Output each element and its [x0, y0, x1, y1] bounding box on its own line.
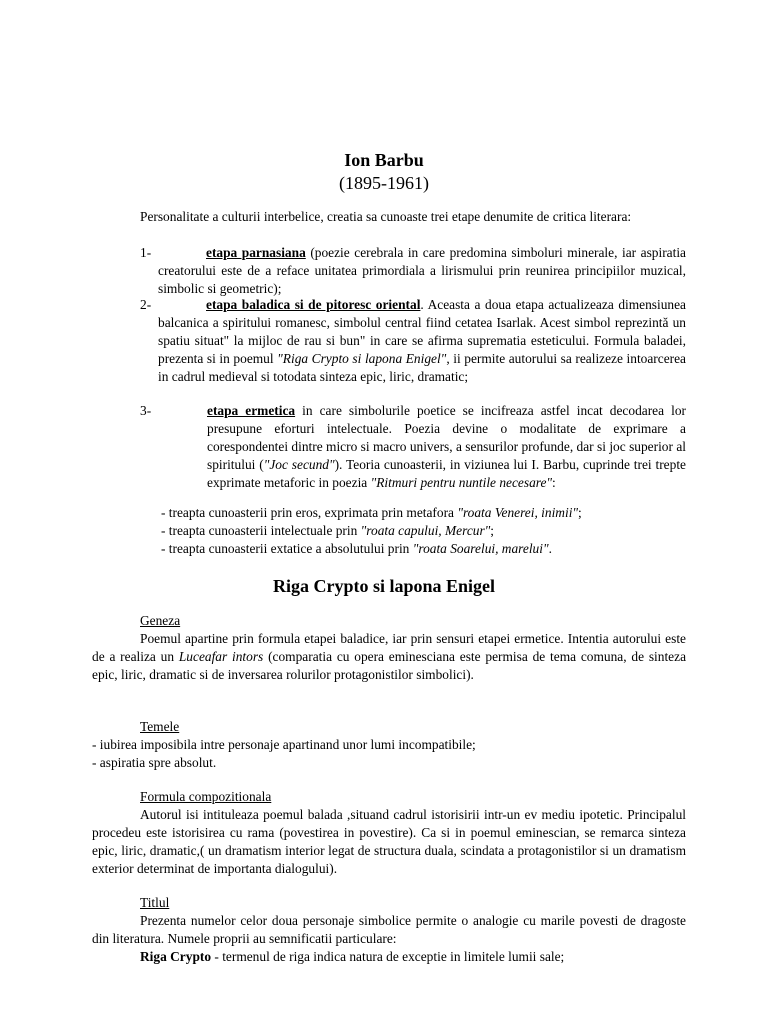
step-line-2: [161, 522, 681, 540]
stage-number: 1-: [140, 245, 152, 260]
step-end: ;: [490, 523, 495, 538]
step-end: .: [548, 541, 552, 556]
stage-text: . Aceasta a doua etapa actualizeaza dimensiunea balcanica a spiritului romanesc, simbolul central fiind cetatea Isarlak. Acest simbol reprezintă un spatiu situat" la mijloc de rau si bun" in care se afirma suprematia esteticului. Formula baladei, prezenta si in poemul: [158, 297, 686, 366]
step-line-3: [161, 540, 681, 558]
author-years: (1895-1961): [339, 173, 429, 193]
theme-line-2: - aspiratia spre absolut.: [92, 755, 217, 770]
intro-paragraph: Personalitate a culturii interbelice, creatia sa cunoaste trei etape denumite de critica literara:: [140, 209, 632, 224]
section-heading-temele: Temele: [140, 719, 180, 734]
stage-text: ). Teoria cunoasterii, in viziunea lui I. Barbu, cuprinde trei trepte exprimate metaforic in poezia: [207, 457, 686, 490]
stage-quote: "Joc secund": [263, 457, 335, 472]
section-heading-titlul: Titlul: [140, 895, 170, 910]
step-text: - treapta cunoasterii extatice a absolutului prin: [161, 541, 413, 556]
step-text: - treapta cunoasterii intelectuale prin: [161, 523, 361, 538]
section-heading-formula: Formula compozitionala: [140, 789, 272, 804]
term-text: - termenul de riga indica natura de exceptie in limitele lumii sale;: [211, 949, 565, 964]
stage-name: etapa ermetica: [207, 403, 296, 418]
theme-line-1: - iubirea imposibila intre personaje apartinand unor lumi incompatibile;: [92, 737, 476, 752]
step-quote: "roata Soarelui, marelui": [412, 541, 549, 556]
poem-title: Riga Crypto si lapona Enigel: [272, 576, 496, 596]
stage-quote: "Riga Crypto si lapona Enigel": [277, 351, 447, 366]
stage-text: , ii permite autorului sa realizeze intoarcerea in cadrul medieval si totodata sinteza epic, liric, dramatic;: [158, 351, 686, 384]
step-end: ;: [578, 505, 582, 520]
step-quote: "roata Venerei, inimii": [457, 505, 579, 520]
author-title: Ion Barbu: [344, 150, 424, 170]
geneza-paragraph: [92, 630, 686, 684]
geneza-text: (comparatia cu opera eminesciana este permisa de tema comuna, de sinteza epic, liric, dramatic si de inversarea rolurilor protagonistilor simbolici).: [92, 649, 687, 682]
stage-item-1: [92, 244, 686, 298]
titlul-paragraph: Prezenta numelor celor doua personaje simbolice permite o analogie cu marile povesti de dragoste din literatura. Numele proprii au semnificatii particulare:: [92, 913, 686, 946]
term-name: Riga Crypto: [140, 949, 212, 964]
stage-quote: "Ritmuri pentru nuntile necesare": [370, 475, 553, 490]
stage-number: 2-: [140, 297, 152, 312]
geneza-text: Poemul apartine prin formula etapei baladice, iar prin sensuri etapei ermetice. Intentia autorului este de a realiza un: [92, 631, 686, 664]
step-text: - treapta cunoasterii prin eros, exprimata prin metafora: [161, 505, 458, 520]
stage-item-3: [92, 402, 686, 492]
riga-crypto-line: [92, 948, 686, 966]
geneza-italic: Luceafar intors: [178, 649, 264, 664]
stage-number: 3-: [140, 403, 152, 418]
section-heading-geneza: Geneza: [140, 613, 181, 628]
stage-name: etapa parnasiana: [206, 245, 306, 260]
stage-name: etapa baladica si de pitoresc oriental: [206, 297, 421, 312]
step-line-1: [161, 504, 681, 522]
stage-text: (poezie cerebrala in care predomina simboluri minerale, iar aspiratia creatorului este de a reface unitatea primordiala a lirismului prin reunirea principiilor muzical, simbolic si geometric);: [158, 245, 686, 296]
formula-paragraph: Autorul isi intituleaza poemul balada ,situand cadrul istorisirii intr-un ev mediu ipotetic. Principalul procedeu este istorisirea cu rama (povestirea in povestire). Ca si in poemul eminescian, se remarca sinteza epic, liric, dramatic,( un dramatism interior legat de structura duala, scindata a protagonistilor si un dramatism exterior determinat de importanta dialogului).: [92, 807, 686, 876]
stage-item-2: [92, 296, 686, 386]
step-quote: "roata capului, Mercur": [360, 523, 491, 538]
stage-text: :: [552, 475, 556, 490]
stage-text: in care simbolurile poetice se incifreaza astfel incat decodarea lor presupune eforturi intelectuale. Poezia devine o modalitate de exprimare a corespondentei dintre micro si macro univers, a sensurilor profunde, dar si joc superior al spiritului (: [207, 403, 686, 472]
